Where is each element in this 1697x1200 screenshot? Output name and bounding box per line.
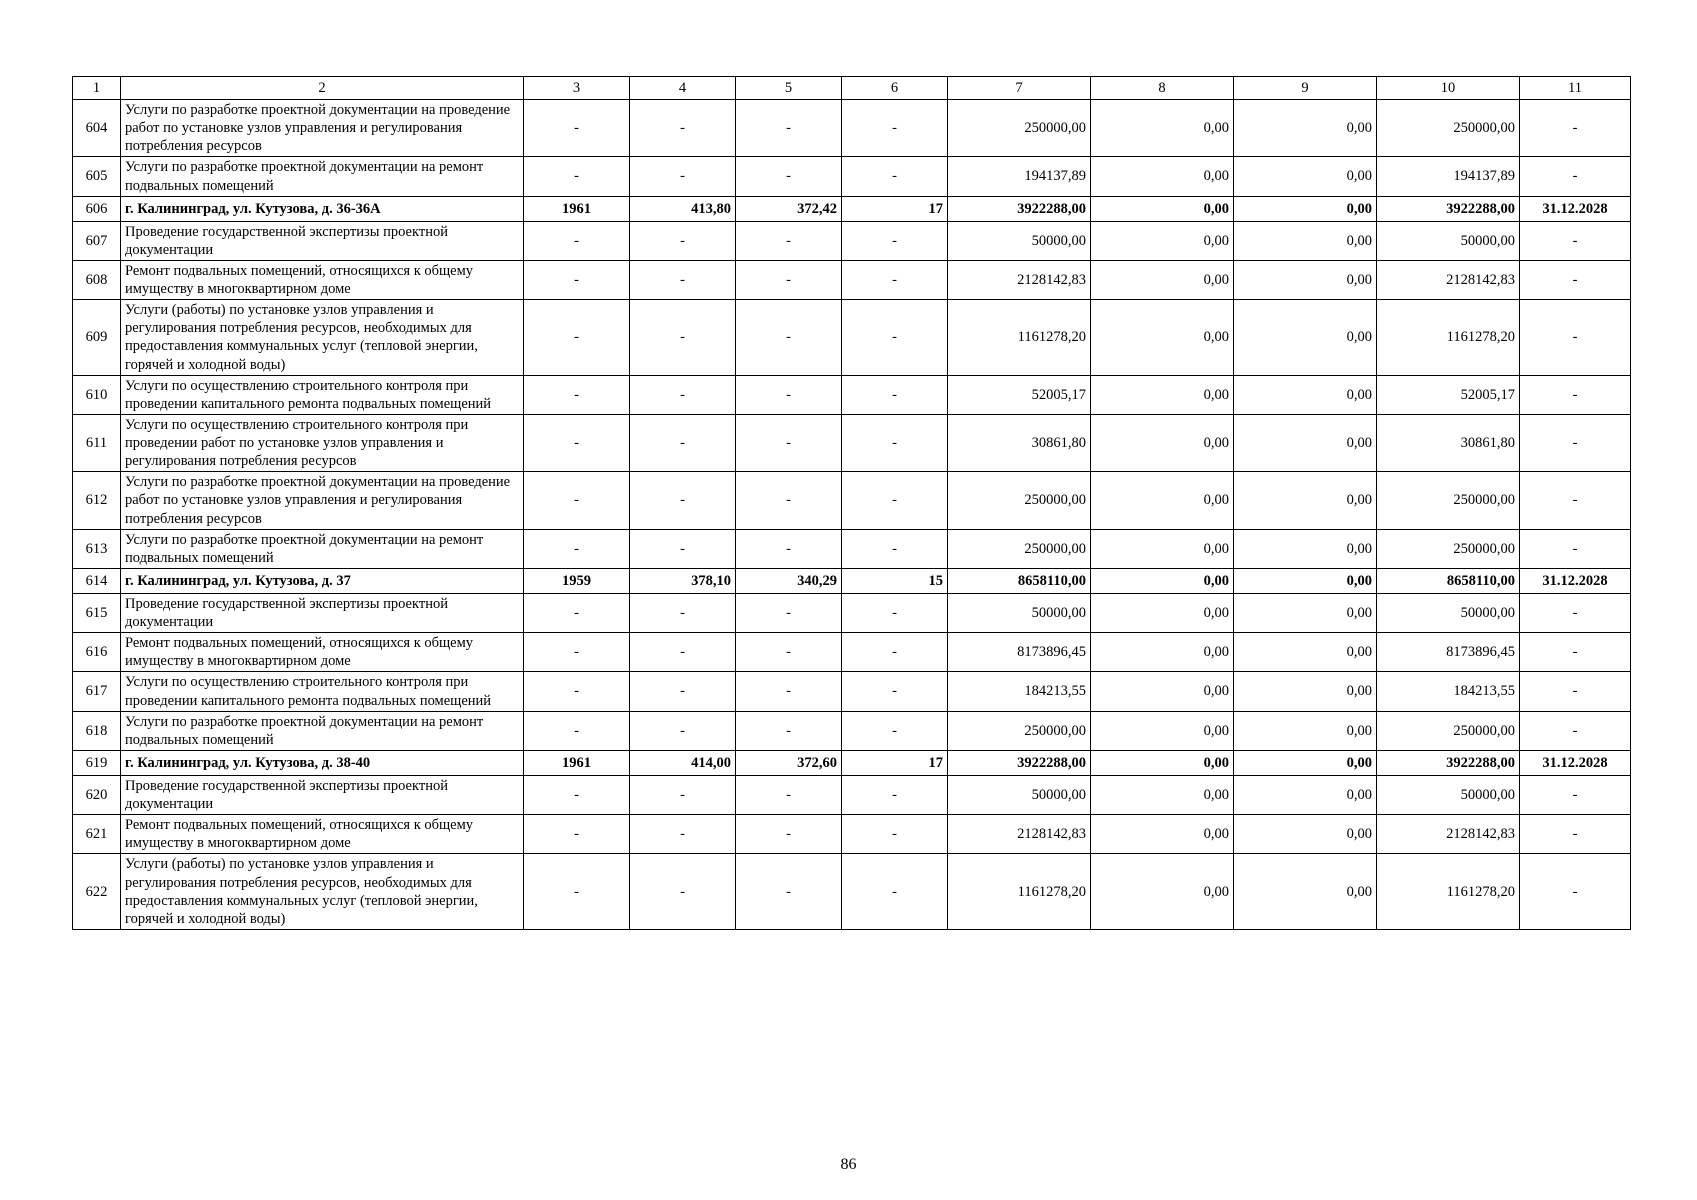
- cell-residents: -: [842, 300, 948, 376]
- cell-fund-regional: 0,00: [1234, 750, 1377, 775]
- cell-residents: -: [842, 633, 948, 672]
- cell-residents: -: [842, 529, 948, 568]
- cell-deadline: -: [1520, 593, 1631, 632]
- cell-description: Услуги по осуществлению строительного контроля при проведении капитального ремонта подвальных помещений: [121, 375, 524, 414]
- cell-deadline: 31.12.2028: [1520, 196, 1631, 221]
- cell-fund-owners: 8173896,45: [1377, 633, 1520, 672]
- cell-fund-owners: 194137,89: [1377, 157, 1520, 196]
- cell-fund-regional: 0,00: [1234, 711, 1377, 750]
- cell-fund-regional: 0,00: [1234, 529, 1377, 568]
- cell-fund-owners: 3922288,00: [1377, 196, 1520, 221]
- column-header-description: 2: [121, 77, 524, 100]
- cell-year-built: -: [524, 711, 630, 750]
- column-header-deadline: 11: [1520, 77, 1631, 100]
- cell-description: г. Калининград, ул. Кутузова, д. 37: [121, 568, 524, 593]
- cell-fund-federal: 0,00: [1091, 775, 1234, 814]
- cell-total-cost: 52005,17: [948, 375, 1091, 414]
- cell-year-built: -: [524, 775, 630, 814]
- cell-deadline: -: [1520, 815, 1631, 854]
- table-row: [73, 300, 1631, 376]
- cell-fund-regional: 0,00: [1234, 414, 1377, 471]
- cell-fund-owners: 30861,80: [1377, 414, 1520, 471]
- cell-total-area: -: [630, 593, 736, 632]
- cell-row-number: 609: [73, 300, 121, 376]
- cell-living-area: -: [736, 375, 842, 414]
- column-header-fund-owners: 10: [1377, 77, 1520, 100]
- cell-deadline: -: [1520, 711, 1631, 750]
- cell-fund-regional: 0,00: [1234, 815, 1377, 854]
- cell-fund-owners: 50000,00: [1377, 221, 1520, 260]
- cell-year-built: -: [524, 529, 630, 568]
- cell-living-area: -: [736, 300, 842, 376]
- cell-year-built: -: [524, 100, 630, 157]
- cell-fund-owners: 8658110,00: [1377, 568, 1520, 593]
- cell-deadline: -: [1520, 260, 1631, 299]
- cell-fund-owners: 250000,00: [1377, 529, 1520, 568]
- cell-year-built: -: [524, 414, 630, 471]
- cell-description: Услуги по разработке проектной документации на ремонт подвальных помещений: [121, 529, 524, 568]
- cell-living-area: -: [736, 100, 842, 157]
- cell-fund-federal: 0,00: [1091, 472, 1234, 529]
- cell-fund-owners: 1161278,20: [1377, 854, 1520, 930]
- cell-fund-regional: 0,00: [1234, 221, 1377, 260]
- page-number: 86: [840, 1156, 857, 1173]
- cell-row-number: 612: [73, 472, 121, 529]
- cell-fund-owners: 2128142,83: [1377, 260, 1520, 299]
- cell-fund-federal: 0,00: [1091, 221, 1234, 260]
- cell-total-area: -: [630, 100, 736, 157]
- column-header-living-area: 5: [736, 77, 842, 100]
- cell-deadline: -: [1520, 300, 1631, 376]
- cell-fund-owners: 50000,00: [1377, 775, 1520, 814]
- cell-total-cost: 184213,55: [948, 672, 1091, 711]
- cell-total-area: -: [630, 472, 736, 529]
- cell-living-area: -: [736, 672, 842, 711]
- cell-description: Ремонт подвальных помещений, относящихся к общему имуществу в многоквартирном доме: [121, 633, 524, 672]
- table-row: [73, 221, 1631, 260]
- cell-row-number: 613: [73, 529, 121, 568]
- cell-total-area: -: [630, 157, 736, 196]
- cell-deadline: -: [1520, 633, 1631, 672]
- header-row: [73, 77, 1631, 100]
- cell-fund-owners: 250000,00: [1377, 472, 1520, 529]
- cell-fund-regional: 0,00: [1234, 300, 1377, 376]
- cell-deadline: -: [1520, 221, 1631, 260]
- cell-residents: -: [842, 672, 948, 711]
- cell-description: Проведение государственной экспертизы проектной документации: [121, 593, 524, 632]
- cell-year-built: -: [524, 260, 630, 299]
- cell-deadline: -: [1520, 672, 1631, 711]
- cell-fund-owners: 250000,00: [1377, 100, 1520, 157]
- cell-year-built: -: [524, 157, 630, 196]
- cell-residents: -: [842, 157, 948, 196]
- cell-residents: -: [842, 472, 948, 529]
- cell-fund-federal: 0,00: [1091, 568, 1234, 593]
- table-row: [73, 633, 1631, 672]
- cell-fund-federal: 0,00: [1091, 593, 1234, 632]
- table-row: [73, 672, 1631, 711]
- column-header-residents: 6: [842, 77, 948, 100]
- cell-row-number: 605: [73, 157, 121, 196]
- cell-total-cost: 50000,00: [948, 593, 1091, 632]
- table-row: [73, 775, 1631, 814]
- cell-fund-regional: 0,00: [1234, 593, 1377, 632]
- cell-residents: -: [842, 375, 948, 414]
- cell-fund-owners: 50000,00: [1377, 593, 1520, 632]
- cell-total-area: -: [630, 633, 736, 672]
- cell-total-area: -: [630, 711, 736, 750]
- cell-deadline: 31.12.2028: [1520, 568, 1631, 593]
- cell-total-area: 413,80: [630, 196, 736, 221]
- cell-row-number: 606: [73, 196, 121, 221]
- cell-row-number: 622: [73, 854, 121, 930]
- cell-living-area: 340,29: [736, 568, 842, 593]
- column-header-fund-regional: 9: [1234, 77, 1377, 100]
- cell-living-area: -: [736, 633, 842, 672]
- cell-year-built: 1961: [524, 196, 630, 221]
- cell-description: Услуги по разработке проектной документации на ремонт подвальных помещений: [121, 711, 524, 750]
- cell-year-built: -: [524, 815, 630, 854]
- cell-total-area: -: [630, 775, 736, 814]
- cell-deadline: -: [1520, 529, 1631, 568]
- cell-total-cost: 3922288,00: [948, 196, 1091, 221]
- cell-residents: -: [842, 414, 948, 471]
- cell-fund-federal: 0,00: [1091, 854, 1234, 930]
- cell-fund-federal: 0,00: [1091, 633, 1234, 672]
- cell-year-built: -: [524, 854, 630, 930]
- cell-total-cost: 2128142,83: [948, 815, 1091, 854]
- address-row: [73, 568, 1631, 593]
- cell-description: Ремонт подвальных помещений, относящихся к общему имуществу в многоквартирном доме: [121, 260, 524, 299]
- cell-year-built: -: [524, 472, 630, 529]
- table-row: [73, 854, 1631, 930]
- cell-fund-federal: 0,00: [1091, 672, 1234, 711]
- cell-row-number: 615: [73, 593, 121, 632]
- cell-row-number: 619: [73, 750, 121, 775]
- table-row: [73, 593, 1631, 632]
- cell-total-cost: 1161278,20: [948, 854, 1091, 930]
- table-row: [73, 711, 1631, 750]
- cell-residents: 17: [842, 750, 948, 775]
- cell-total-cost: 194137,89: [948, 157, 1091, 196]
- column-header-row-number: 1: [73, 77, 121, 100]
- cell-total-cost: 1161278,20: [948, 300, 1091, 376]
- cell-fund-owners: 250000,00: [1377, 711, 1520, 750]
- cell-description: Ремонт подвальных помещений, относящихся к общему имуществу в многоквартирном доме: [121, 815, 524, 854]
- cell-fund-regional: 0,00: [1234, 568, 1377, 593]
- cell-row-number: 611: [73, 414, 121, 471]
- cell-residents: -: [842, 260, 948, 299]
- table-row: [73, 100, 1631, 157]
- cell-year-built: -: [524, 633, 630, 672]
- cell-total-area: -: [630, 221, 736, 260]
- cell-total-cost: 50000,00: [948, 221, 1091, 260]
- cell-total-cost: 8173896,45: [948, 633, 1091, 672]
- cell-deadline: -: [1520, 775, 1631, 814]
- cell-row-number: 618: [73, 711, 121, 750]
- cell-fund-regional: 0,00: [1234, 672, 1377, 711]
- cell-fund-regional: 0,00: [1234, 775, 1377, 814]
- cell-total-area: -: [630, 854, 736, 930]
- cell-row-number: 610: [73, 375, 121, 414]
- cell-description: Услуги по разработке проектной документации на проведение работ по установке узлов управления и регулирования потребления ресурсов: [121, 100, 524, 157]
- cell-fund-federal: 0,00: [1091, 300, 1234, 376]
- cell-fund-owners: 3922288,00: [1377, 750, 1520, 775]
- cell-description: Услуги (работы) по установке узлов управления и регулирования потребления ресурсов, необходимых для предоставления коммунальных услуг (тепловой энергии, горячей и холодной воды): [121, 854, 524, 930]
- cell-description: Услуги по разработке проектной документации на проведение работ по установке узлов управления и регулирования потребления ресурсов: [121, 472, 524, 529]
- cell-residents: -: [842, 100, 948, 157]
- cell-fund-owners: 1161278,20: [1377, 300, 1520, 376]
- column-header-total-cost: 7: [948, 77, 1091, 100]
- cell-residents: -: [842, 221, 948, 260]
- cell-living-area: -: [736, 711, 842, 750]
- cell-year-built: -: [524, 593, 630, 632]
- cell-description: Услуги по осуществлению строительного контроля при проведении работ по установке узлов управления и регулирования потребления ресурсов: [121, 414, 524, 471]
- cell-fund-regional: 0,00: [1234, 633, 1377, 672]
- cell-year-built: -: [524, 300, 630, 376]
- cell-residents: 15: [842, 568, 948, 593]
- cell-description: Услуги (работы) по установке узлов управления и регулирования потребления ресурсов, необходимых для предоставления коммунальных услуг (тепловой энергии, горячей и холодной воды): [121, 300, 524, 376]
- cell-fund-federal: 0,00: [1091, 196, 1234, 221]
- cell-year-built: -: [524, 221, 630, 260]
- cell-row-number: 614: [73, 568, 121, 593]
- cell-deadline: -: [1520, 472, 1631, 529]
- cell-fund-federal: 0,00: [1091, 711, 1234, 750]
- cell-fund-federal: 0,00: [1091, 815, 1234, 854]
- cell-residents: 17: [842, 196, 948, 221]
- cell-deadline: 31.12.2028: [1520, 750, 1631, 775]
- column-header-fund-federal: 8: [1091, 77, 1234, 100]
- table-row: [73, 815, 1631, 854]
- cell-total-area: -: [630, 529, 736, 568]
- cell-total-cost: 250000,00: [948, 529, 1091, 568]
- cell-fund-regional: 0,00: [1234, 472, 1377, 529]
- cell-row-number: 607: [73, 221, 121, 260]
- cell-living-area: -: [736, 414, 842, 471]
- cell-total-cost: 250000,00: [948, 100, 1091, 157]
- cell-living-area: 372,60: [736, 750, 842, 775]
- cell-residents: -: [842, 593, 948, 632]
- cell-total-area: -: [630, 300, 736, 376]
- table-row: [73, 414, 1631, 471]
- cell-living-area: 372,42: [736, 196, 842, 221]
- table-row: [73, 260, 1631, 299]
- column-header-year-built: 3: [524, 77, 630, 100]
- cell-fund-federal: 0,00: [1091, 414, 1234, 471]
- cell-fund-federal: 0,00: [1091, 260, 1234, 299]
- cell-deadline: -: [1520, 375, 1631, 414]
- cell-total-cost: 3922288,00: [948, 750, 1091, 775]
- cell-description: г. Калининград, ул. Кутузова, д. 36-36А: [121, 196, 524, 221]
- capital-repair-table: [72, 76, 1631, 930]
- cell-total-area: -: [630, 260, 736, 299]
- cell-row-number: 621: [73, 815, 121, 854]
- cell-total-cost: 250000,00: [948, 711, 1091, 750]
- cell-total-area: -: [630, 815, 736, 854]
- cell-fund-federal: 0,00: [1091, 529, 1234, 568]
- cell-total-cost: 8658110,00: [948, 568, 1091, 593]
- cell-deadline: -: [1520, 157, 1631, 196]
- cell-living-area: -: [736, 472, 842, 529]
- cell-living-area: -: [736, 157, 842, 196]
- cell-residents: -: [842, 854, 948, 930]
- cell-fund-regional: 0,00: [1234, 196, 1377, 221]
- cell-total-cost: 250000,00: [948, 472, 1091, 529]
- cell-row-number: 616: [73, 633, 121, 672]
- cell-row-number: 604: [73, 100, 121, 157]
- cell-living-area: -: [736, 593, 842, 632]
- cell-living-area: -: [736, 260, 842, 299]
- cell-fund-owners: 2128142,83: [1377, 815, 1520, 854]
- cell-living-area: -: [736, 815, 842, 854]
- cell-total-cost: 50000,00: [948, 775, 1091, 814]
- cell-total-area: 414,00: [630, 750, 736, 775]
- table-row: [73, 529, 1631, 568]
- cell-living-area: -: [736, 854, 842, 930]
- cell-residents: -: [842, 711, 948, 750]
- cell-deadline: -: [1520, 100, 1631, 157]
- cell-fund-owners: 184213,55: [1377, 672, 1520, 711]
- cell-fund-regional: 0,00: [1234, 375, 1377, 414]
- address-row: [73, 750, 1631, 775]
- cell-description: г. Калининград, ул. Кутузова, д. 38-40: [121, 750, 524, 775]
- cell-fund-owners: 52005,17: [1377, 375, 1520, 414]
- cell-year-built: -: [524, 672, 630, 711]
- cell-year-built: 1959: [524, 568, 630, 593]
- cell-total-area: -: [630, 375, 736, 414]
- cell-row-number: 617: [73, 672, 121, 711]
- cell-living-area: -: [736, 221, 842, 260]
- cell-row-number: 608: [73, 260, 121, 299]
- cell-total-cost: 30861,80: [948, 414, 1091, 471]
- table-row: [73, 375, 1631, 414]
- cell-fund-regional: 0,00: [1234, 100, 1377, 157]
- cell-total-area: -: [630, 414, 736, 471]
- cell-residents: -: [842, 775, 948, 814]
- cell-deadline: -: [1520, 414, 1631, 471]
- cell-fund-regional: 0,00: [1234, 260, 1377, 299]
- address-row: [73, 196, 1631, 221]
- cell-residents: -: [842, 815, 948, 854]
- cell-living-area: -: [736, 775, 842, 814]
- cell-description: Проведение государственной экспертизы проектной документации: [121, 775, 524, 814]
- cell-row-number: 620: [73, 775, 121, 814]
- cell-year-built: -: [524, 375, 630, 414]
- cell-fund-federal: 0,00: [1091, 750, 1234, 775]
- cell-fund-federal: 0,00: [1091, 100, 1234, 157]
- cell-description: Услуги по разработке проектной документации на ремонт подвальных помещений: [121, 157, 524, 196]
- cell-description: Услуги по осуществлению строительного контроля при проведении капитального ремонта подвальных помещений: [121, 672, 524, 711]
- table-row: [73, 157, 1631, 196]
- cell-fund-regional: 0,00: [1234, 854, 1377, 930]
- column-header-total-area: 4: [630, 77, 736, 100]
- cell-fund-federal: 0,00: [1091, 375, 1234, 414]
- cell-total-area: -: [630, 672, 736, 711]
- cell-description: Проведение государственной экспертизы проектной документации: [121, 221, 524, 260]
- cell-total-cost: 2128142,83: [948, 260, 1091, 299]
- table-body: [73, 77, 1631, 930]
- cell-living-area: -: [736, 529, 842, 568]
- cell-fund-regional: 0,00: [1234, 157, 1377, 196]
- cell-deadline: -: [1520, 854, 1631, 930]
- table-row: [73, 472, 1631, 529]
- cell-fund-federal: 0,00: [1091, 157, 1234, 196]
- cell-total-area: 378,10: [630, 568, 736, 593]
- cell-year-built: 1961: [524, 750, 630, 775]
